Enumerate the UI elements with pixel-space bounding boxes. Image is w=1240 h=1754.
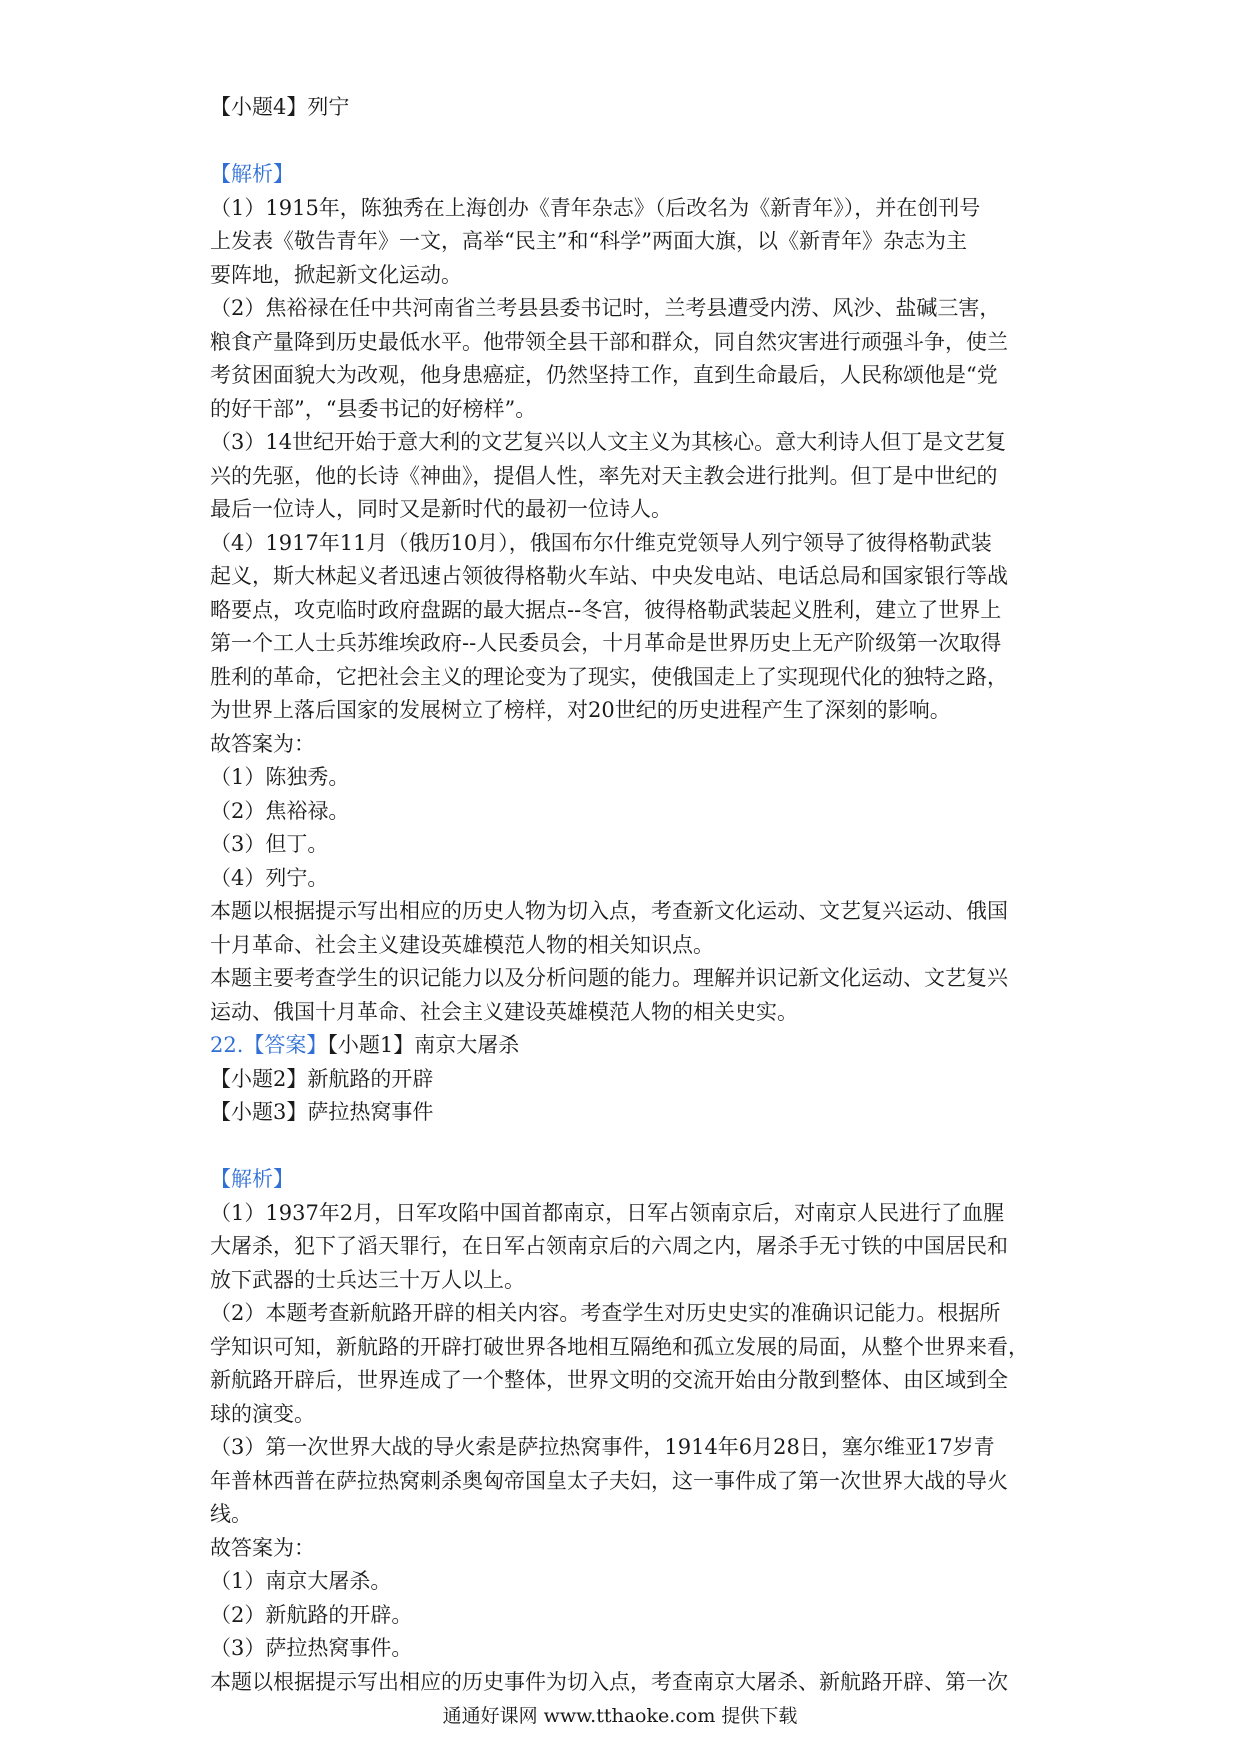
answer-item: （3）萨拉热窝事件。 — [210, 1636, 413, 1660]
text-line: 兴的先驱，他的长诗《神曲》，提倡人性，率先对天主教会进行批判。但丁是中世纪的 — [210, 463, 998, 488]
analysis-paragraph-4 — [210, 527, 1040, 728]
analysis-paragraph-2 — [210, 292, 1040, 426]
question-number: 22. — [210, 1033, 244, 1057]
answer-item: （1）南京大屠杀。 — [210, 1569, 392, 1593]
subquestion-2-answer: 【小题2】新航路的开辟 — [210, 1066, 434, 1091]
answer-item: （1）陈独秀。 — [210, 765, 350, 789]
page-footer: 通通好课网 www.tthaoke.com 提供下载 — [442, 1705, 798, 1727]
answer-item: （2）焦裕禄。 — [210, 798, 350, 823]
text-line: （1）1915年，陈独秀在上海创办《青年杂志》（后改名为《新青年》），并在创刊号 — [210, 195, 981, 220]
text-line: （2）本题考查新航路开辟的相关内容。考查学生对历史史实的准确识记能力。根据所 — [210, 1301, 1001, 1325]
summary-paragraph-1 — [210, 895, 1040, 962]
answer-list — [210, 761, 1040, 895]
answer-list — [210, 1565, 1040, 1666]
text-line: 十月革命、社会主义建设英雄模范人物的相关知识点。 — [210, 932, 714, 957]
summary-paragraph-2 — [210, 962, 1040, 1029]
text-line: 上发表《敬告青年》一文，高举“民主”和“科学”两面大旗，以《新青年》杂志为主 — [210, 229, 967, 253]
summary-paragraph-1 — [210, 1666, 1040, 1700]
analysis-paragraph-3 — [210, 426, 1040, 527]
text-line: 本题以根据提示写出相应的历史事件为切入点，考查南京大屠杀、新航路开辟、第一次 — [210, 1669, 1008, 1694]
analysis-paragraph-1 — [210, 192, 1040, 293]
analysis-paragraph-2 — [210, 1297, 1040, 1431]
text-line: 粮食产量降到历史最低水平。他带领全县干部和群众，同自然灾害进行顽强斗争，使兰 — [210, 329, 1008, 354]
text-line: 年普林西普在萨拉热窝刺杀奥匈帝国皇太子夫妇，这一事件成了第一次世界大战的导火 — [210, 1468, 1008, 1493]
text-line: 胜利的革命，它把社会主义的理论变为了现实，使俄国走上了实现现代化的独特之路， — [210, 664, 1008, 689]
subquestion-4-answer: 【小题4】列宁 — [210, 95, 350, 119]
analysis-paragraph-1 — [210, 1197, 1040, 1298]
text-line: 线。 — [210, 1502, 252, 1526]
text-line: 学知识可知，新航路的开辟打破世界各地相互隔绝和孤立发展的局面，从整个世界来看， — [210, 1334, 1029, 1359]
question-22-answer-line — [210, 1029, 1040, 1063]
text-line: 放下武器的士兵达三十万人以上。 — [210, 1267, 525, 1292]
text-line: 的好干部”，“县委书记的好榜样”。 — [210, 396, 537, 421]
text-line: （3）第一次世界大战的导火索是萨拉热窝事件，1914年6月28日，塞尔维亚17岁青 — [210, 1435, 995, 1459]
answer-item: （3）但丁。 — [210, 832, 329, 856]
text-line: （1）1937年2月，日军攻陷中国首都南京，日军占领南京后，对南京人民进行了血腥 — [210, 1200, 1005, 1225]
spacer — [210, 1130, 1040, 1164]
text-line: 要阵地，掀起新文化运动。 — [210, 262, 462, 287]
answer-item: （4）列宁。 — [210, 865, 329, 890]
answer-item: （2）新航路的开辟。 — [210, 1602, 413, 1627]
text-line: 本题以根据提示写出相应的历史人物为切入点，考查新文化运动、文艺复兴运动、俄国 — [210, 899, 1008, 923]
subquestion-1-answer: 【小题1】南京大屠杀 — [327, 1033, 520, 1057]
text-line: 略要点，攻克临时政府盘踞的最大据点--冬宫，彼得格勒武装起义胜利，建立了世界上 — [210, 597, 1002, 622]
answer-label: 【答案】 — [243, 1033, 328, 1057]
text-line: 运动、俄国十月革命、社会主义建设英雄模范人物的相关史实。 — [210, 999, 798, 1024]
text-line: （2）焦裕禄在任中共河南省兰考县县委书记时，兰考县遭受内涝、风沙、盐碱三害， — [210, 296, 1001, 320]
text-line: 最后一位诗人，同时又是新时代的最初一位诗人。 — [210, 497, 672, 521]
answer-intro: 故答案为： — [210, 1535, 315, 1560]
text-line: 为世界上落后国家的发展树立了榜样，对20世纪的历史进程产生了深刻的影响。 — [210, 698, 951, 722]
text-line: 球的演变。 — [210, 1401, 315, 1426]
text-line: 新航路开辟后，世界连成了一个整体，世界文明的交流开始由分散到整体、由区域到全 — [210, 1368, 1008, 1392]
text-line: 考贫困面貌大为改观，他身患癌症，仍然坚持工作，直到生命最后，人民称颂他是“党 — [210, 363, 998, 387]
answer-intro: 故答案为： — [210, 731, 315, 756]
text-line: （3）14世纪开始于意大利的文艺复兴以人文主义为其核心。意大利诗人但丁是文艺复 — [210, 430, 1007, 454]
analysis-paragraph-3 — [210, 1431, 1040, 1532]
text-line: 第一个工人士兵苏维埃政府--人民委员会，十月革命是世界历史上无产阶级第一次取得 — [210, 631, 1002, 655]
text-line: （4）1917年11月（俄历10月），俄国布尔什维克党领导人列宁领导了彼得格勒武装 — [210, 530, 992, 555]
analysis-label: 【解析】 — [210, 162, 294, 186]
text-line: 大屠杀，犯下了滔天罪行，在日军占领南京后的六周之内，屠杀手无寸铁的中国居民和 — [210, 1234, 1008, 1258]
analysis-label: 【解析】 — [210, 1167, 294, 1191]
document-body — [210, 91, 1040, 1699]
text-line: 起义，斯大林起义者迅速占领彼得格勒火车站、中央发电站、电话总局和国家银行等战 — [210, 564, 1008, 588]
text-line: 本题主要考查学生的识记能力以及分析问题的能力。理解并识记新文化运动、文艺复兴 — [210, 966, 1008, 990]
subquestion-3-answer: 【小题3】萨拉热窝事件 — [210, 1100, 434, 1124]
spacer — [210, 125, 1040, 159]
